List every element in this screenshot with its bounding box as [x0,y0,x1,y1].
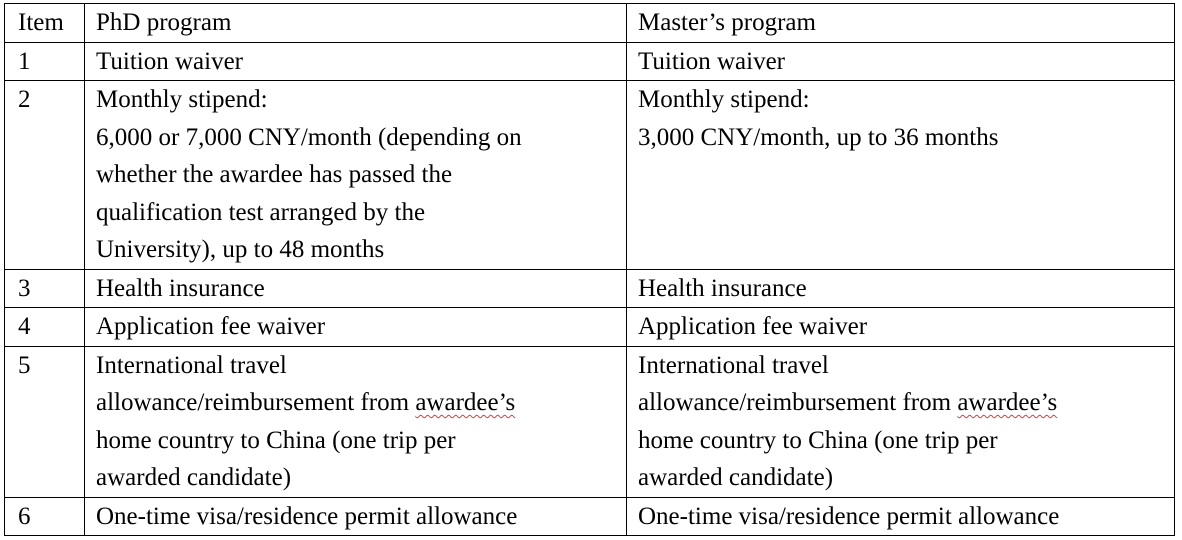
row-phd-cell [85,308,627,347]
header-master: Master’s program [627,4,1175,43]
table-row [5,497,1175,536]
cell-text-line [96,384,618,422]
header-phd: PhD program [85,4,627,43]
cell-text: One-time visa/residence permit allowance [96,502,518,530]
cell-text-line [638,384,1166,422]
cell-text: International travel [638,351,829,379]
row-phd-cell [85,346,627,497]
cell-text: Tuition waiver [638,47,785,75]
cell-text: home country to China (one trip per [638,426,998,454]
row-item-number: 1 [5,42,85,81]
row-item-number: 4 [5,308,85,347]
row-item-number: 3 [5,269,85,308]
row-master-cell [627,308,1175,347]
cell-text-segment: allowance/reimbursement from [96,389,416,416]
cell-text: Monthly stipend: [96,86,268,113]
row-master-cell [627,42,1175,81]
header-item: Item [5,4,85,43]
row-item-number: 6 [5,497,85,536]
row-phd-cell [85,81,627,270]
cell-text: Monthly stipend: [638,86,810,113]
cell-text-segment: allowance/reimbursement from [638,389,958,416]
cell-text: whether the awardee has passed the [96,161,453,188]
table-row [5,81,1175,270]
row-master-cell [627,269,1175,308]
table-row [5,269,1175,308]
cell-text: 3,000 CNY/month, up to 36 months [638,123,999,151]
cell-text: One-time visa/residence permit allowance [638,502,1060,530]
cell-text: Application fee waiver [96,313,326,340]
table-row [5,308,1175,347]
spellcheck-flagged-word[interactable]: awardee’s [957,389,1058,416]
row-master-cell [627,81,1175,270]
cell-text: 6,000 or 7,000 CNY/month (depending on [96,123,522,151]
cell-text: Health insurance [638,274,807,302]
cell-text: awarded candidate) [96,464,292,491]
scholarship-table [4,3,1175,536]
cell-text: awarded candidate) [638,464,834,491]
cell-text: Health insurance [96,274,265,302]
spellcheck-flagged-word[interactable]: awardee’s [415,389,516,416]
row-phd-cell [85,269,627,308]
cell-text: International travel [96,351,287,379]
cell-text: University), up to 48 months [96,236,385,263]
cell-text: Tuition waiver [96,47,243,75]
cell-text: Application fee waiver [638,313,868,340]
row-master-cell [627,346,1175,497]
row-item-number: 5 [5,346,85,497]
row-item-number: 2 [5,81,85,270]
table-row [5,346,1175,497]
cell-text: qualification test arranged by the [96,198,426,226]
row-phd-cell [85,497,627,536]
table-row [5,42,1175,81]
table-header-row [5,4,1175,43]
cell-text: home country to China (one trip per [96,426,456,454]
row-master-cell [627,497,1175,536]
row-phd-cell [85,42,627,81]
